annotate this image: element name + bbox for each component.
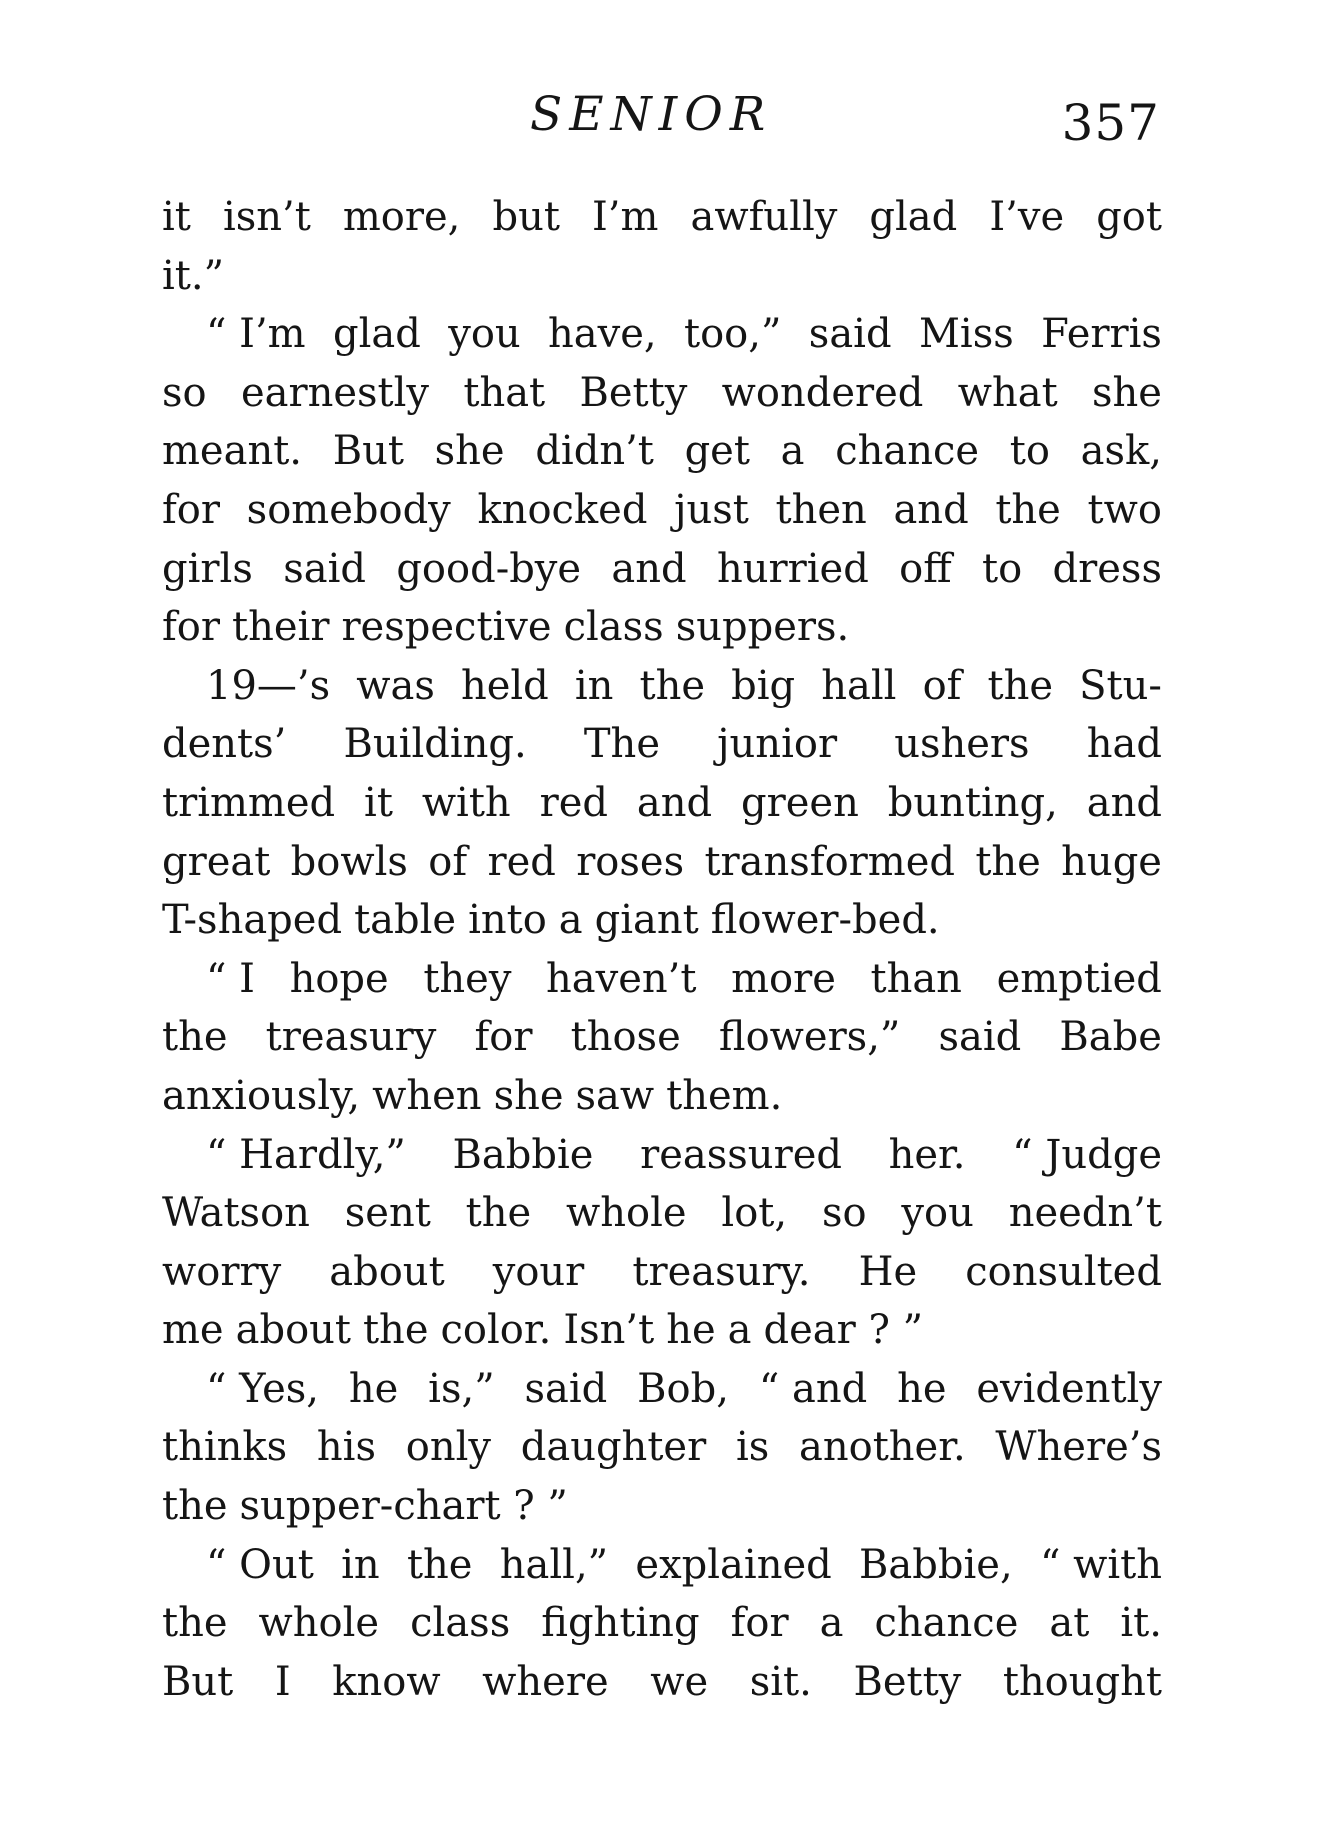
word: Bob, [637, 1365, 729, 1412]
word: earnestly [240, 369, 430, 416]
word: said [808, 311, 892, 358]
body-text [162, 188, 1162, 1711]
word: me [162, 1307, 224, 1354]
word: about [235, 1307, 351, 1354]
word: you [448, 311, 521, 358]
word: just [674, 486, 749, 533]
word: you [901, 1190, 974, 1237]
word: whole [258, 1600, 380, 1647]
word: trimmed [162, 779, 336, 826]
text-line [162, 481, 1162, 540]
word: then [775, 486, 867, 533]
text-line [162, 1653, 1162, 1712]
word: for [474, 1014, 533, 1061]
word: I [274, 1658, 291, 1705]
word: roses [576, 838, 685, 885]
text-line [162, 1126, 1162, 1185]
word: in [574, 662, 614, 709]
running-title: SENIOR [530, 87, 773, 142]
word: haven’t [546, 955, 697, 1002]
word: the [362, 1307, 429, 1354]
word: she [1092, 369, 1162, 416]
word: awfully [690, 194, 838, 240]
word: the [465, 1190, 532, 1237]
word: ushers [894, 721, 1030, 768]
word: your [492, 1248, 585, 1295]
word: two [1087, 486, 1162, 533]
text-line [162, 1067, 1162, 1126]
word: hope [289, 955, 389, 1002]
text-line [162, 833, 1162, 892]
word: bunting, [887, 779, 1058, 826]
word: she [434, 428, 505, 475]
text-line [162, 540, 1162, 599]
word: for [730, 1600, 789, 1647]
word: a [780, 428, 805, 475]
text-line [162, 1418, 1162, 1477]
text-line [162, 1360, 1162, 1419]
word: I’ve [989, 194, 1065, 240]
text-line [162, 305, 1162, 364]
word: green [741, 779, 859, 826]
word: Betty [853, 1658, 962, 1705]
word: table [354, 897, 457, 944]
word: have, [548, 311, 657, 358]
word: got [1096, 194, 1162, 240]
text-line [162, 1536, 1162, 1595]
word: more, [342, 194, 461, 240]
word: “ Judge [1012, 1131, 1162, 1178]
word: transformed [704, 838, 955, 885]
text-line [162, 1477, 1162, 1536]
word: meant. [162, 428, 302, 475]
word: great [162, 838, 271, 885]
word: red [539, 779, 608, 826]
word: thought [1002, 1658, 1162, 1705]
word: somebody [246, 486, 451, 533]
word: whole [566, 1190, 687, 1237]
word: junior [717, 721, 838, 768]
word: daughter [520, 1424, 707, 1471]
word: I’m [591, 194, 659, 240]
word: glad [869, 194, 958, 240]
word: for [162, 486, 221, 533]
word: the [975, 838, 1041, 885]
word: supper-chart ? ” [239, 1483, 568, 1530]
text-line [162, 598, 1162, 657]
word: Watson [162, 1190, 310, 1237]
word: of [922, 662, 962, 709]
word: so [821, 1190, 867, 1237]
word: flowers,” [718, 1014, 901, 1061]
word: Isn’t [563, 1307, 655, 1354]
word: where [482, 1658, 609, 1705]
word: for [162, 604, 221, 651]
word: it [364, 779, 393, 826]
word: red [487, 838, 556, 885]
word: a [727, 1307, 752, 1354]
word: “ I [206, 955, 255, 1002]
word: sit. [749, 1658, 812, 1705]
word: Babe [1059, 1014, 1162, 1061]
word: But [332, 428, 404, 475]
word: consulted [965, 1248, 1162, 1295]
word: “ with [1039, 1541, 1162, 1588]
word: those [570, 1014, 681, 1061]
word: Betty [579, 369, 688, 416]
word: thinks [162, 1424, 288, 1471]
word: get [684, 428, 750, 475]
word: treasury [265, 1014, 437, 1061]
word: more [731, 955, 836, 1002]
running-head [160, 80, 1160, 150]
word: know [332, 1658, 441, 1705]
word: had [1086, 721, 1162, 768]
word: The [583, 721, 660, 768]
text-line [162, 715, 1162, 774]
word: he [348, 1365, 399, 1412]
word: he [666, 1307, 716, 1354]
word: good-bye [396, 545, 582, 592]
word: off [899, 545, 952, 592]
word: hall,” [499, 1541, 609, 1588]
word: fighting [541, 1600, 700, 1647]
word: class [563, 604, 664, 651]
word: with [421, 779, 511, 826]
word: too,” [684, 311, 782, 358]
word: the [987, 662, 1054, 709]
word: giant [594, 897, 699, 944]
word: held [460, 662, 549, 709]
text-line [162, 891, 1162, 950]
text-line [162, 657, 1162, 716]
word: “ Out [206, 1541, 314, 1588]
word: girls [162, 545, 253, 592]
word: it.” [162, 252, 225, 299]
word: it [162, 194, 191, 240]
word: Babbie, [859, 1541, 1013, 1588]
text-line [162, 774, 1162, 833]
word: only [405, 1424, 491, 1471]
word: huge [1061, 838, 1162, 885]
word: of [428, 838, 468, 885]
text-line [162, 364, 1162, 423]
word: color. [440, 1307, 552, 1354]
word: she [493, 1072, 564, 1119]
word: was [356, 662, 435, 709]
text-line [162, 1008, 1162, 1067]
word: to [1009, 428, 1050, 475]
word: chance [874, 1600, 1019, 1647]
word: but [492, 194, 560, 240]
word: said [524, 1365, 608, 1412]
word: and [1086, 779, 1162, 826]
word: Babbie [452, 1131, 594, 1178]
word: his [316, 1424, 376, 1471]
word: said [283, 545, 366, 592]
word: saw [575, 1072, 655, 1119]
word: their [232, 604, 330, 651]
word: Miss [918, 311, 1014, 358]
word: he [897, 1365, 947, 1412]
word: explained [635, 1541, 832, 1588]
word: “ Hardly,” [206, 1131, 406, 1178]
word: we [650, 1658, 709, 1705]
word: in [341, 1541, 380, 1588]
word: the [639, 662, 706, 709]
word: is [735, 1424, 770, 1471]
word: worry [162, 1248, 282, 1295]
word: evidently [976, 1365, 1162, 1412]
word: Building. [343, 721, 527, 768]
word: they [423, 955, 512, 1002]
text-line [162, 950, 1162, 1009]
text-line [162, 188, 1162, 247]
word: glad [332, 311, 421, 358]
word: is,” [428, 1365, 495, 1412]
word: a [819, 1600, 844, 1647]
word: and [893, 486, 969, 533]
word: dress [1052, 545, 1162, 592]
word: what [957, 369, 1058, 416]
word: a [558, 897, 583, 944]
text-line [162, 1594, 1162, 1653]
word: Where’s [995, 1424, 1162, 1471]
text-line [162, 247, 1162, 306]
word: when [372, 1072, 482, 1119]
word: that [463, 369, 546, 416]
word: another. [799, 1424, 966, 1471]
word: her. [888, 1131, 966, 1178]
word: hall [821, 662, 897, 709]
word: “ Yes, [206, 1365, 320, 1412]
word: knocked [477, 486, 648, 533]
word: the [162, 1600, 228, 1647]
text-line [162, 1301, 1162, 1360]
text-line [162, 1243, 1162, 1302]
word: treasury. [632, 1248, 811, 1295]
word: T-shaped [162, 897, 343, 944]
word: respective [341, 604, 552, 651]
word: hurried [716, 545, 869, 592]
word: dents’ [162, 721, 287, 768]
word: said [938, 1014, 1022, 1061]
word: suppers. [675, 604, 850, 651]
word: them. [666, 1072, 783, 1119]
word: at [1049, 1600, 1090, 1647]
word: chance [835, 428, 980, 475]
word: isn’t [222, 194, 311, 240]
word: didn’t [535, 428, 654, 475]
word: the [995, 486, 1061, 533]
word: anxiously, [162, 1072, 361, 1119]
word: 19—’s [206, 662, 331, 709]
word: than [870, 955, 962, 1002]
word: He [858, 1248, 918, 1295]
word: needn’t [1008, 1190, 1162, 1237]
text-line [162, 422, 1162, 481]
word: and [611, 545, 687, 592]
word: into [468, 897, 547, 944]
word: Ferris [1041, 311, 1162, 358]
word: class [410, 1600, 511, 1647]
word: Stu- [1079, 662, 1162, 709]
word: ask, [1080, 428, 1162, 475]
word: dear ? ” [763, 1307, 924, 1354]
word: and [636, 779, 713, 826]
word: “ and [758, 1365, 868, 1412]
word: “ I’m [206, 311, 306, 358]
word: the [406, 1541, 473, 1588]
word: reassured [640, 1131, 842, 1178]
page-number: 357 [1061, 94, 1160, 152]
word: wondered [721, 369, 924, 416]
word: the [162, 1483, 228, 1530]
word: lot, [721, 1190, 788, 1237]
word: big [731, 662, 796, 709]
word: to [982, 545, 1023, 592]
word: bowls [290, 838, 408, 885]
word: But [162, 1658, 234, 1705]
word: it. [1120, 1600, 1162, 1647]
word: emptied [996, 955, 1162, 1002]
word: about [329, 1248, 445, 1295]
word: so [162, 369, 207, 416]
word: flower-bed. [710, 897, 940, 944]
text-line [162, 1184, 1162, 1243]
word: sent [344, 1190, 431, 1237]
word: the [162, 1014, 228, 1061]
